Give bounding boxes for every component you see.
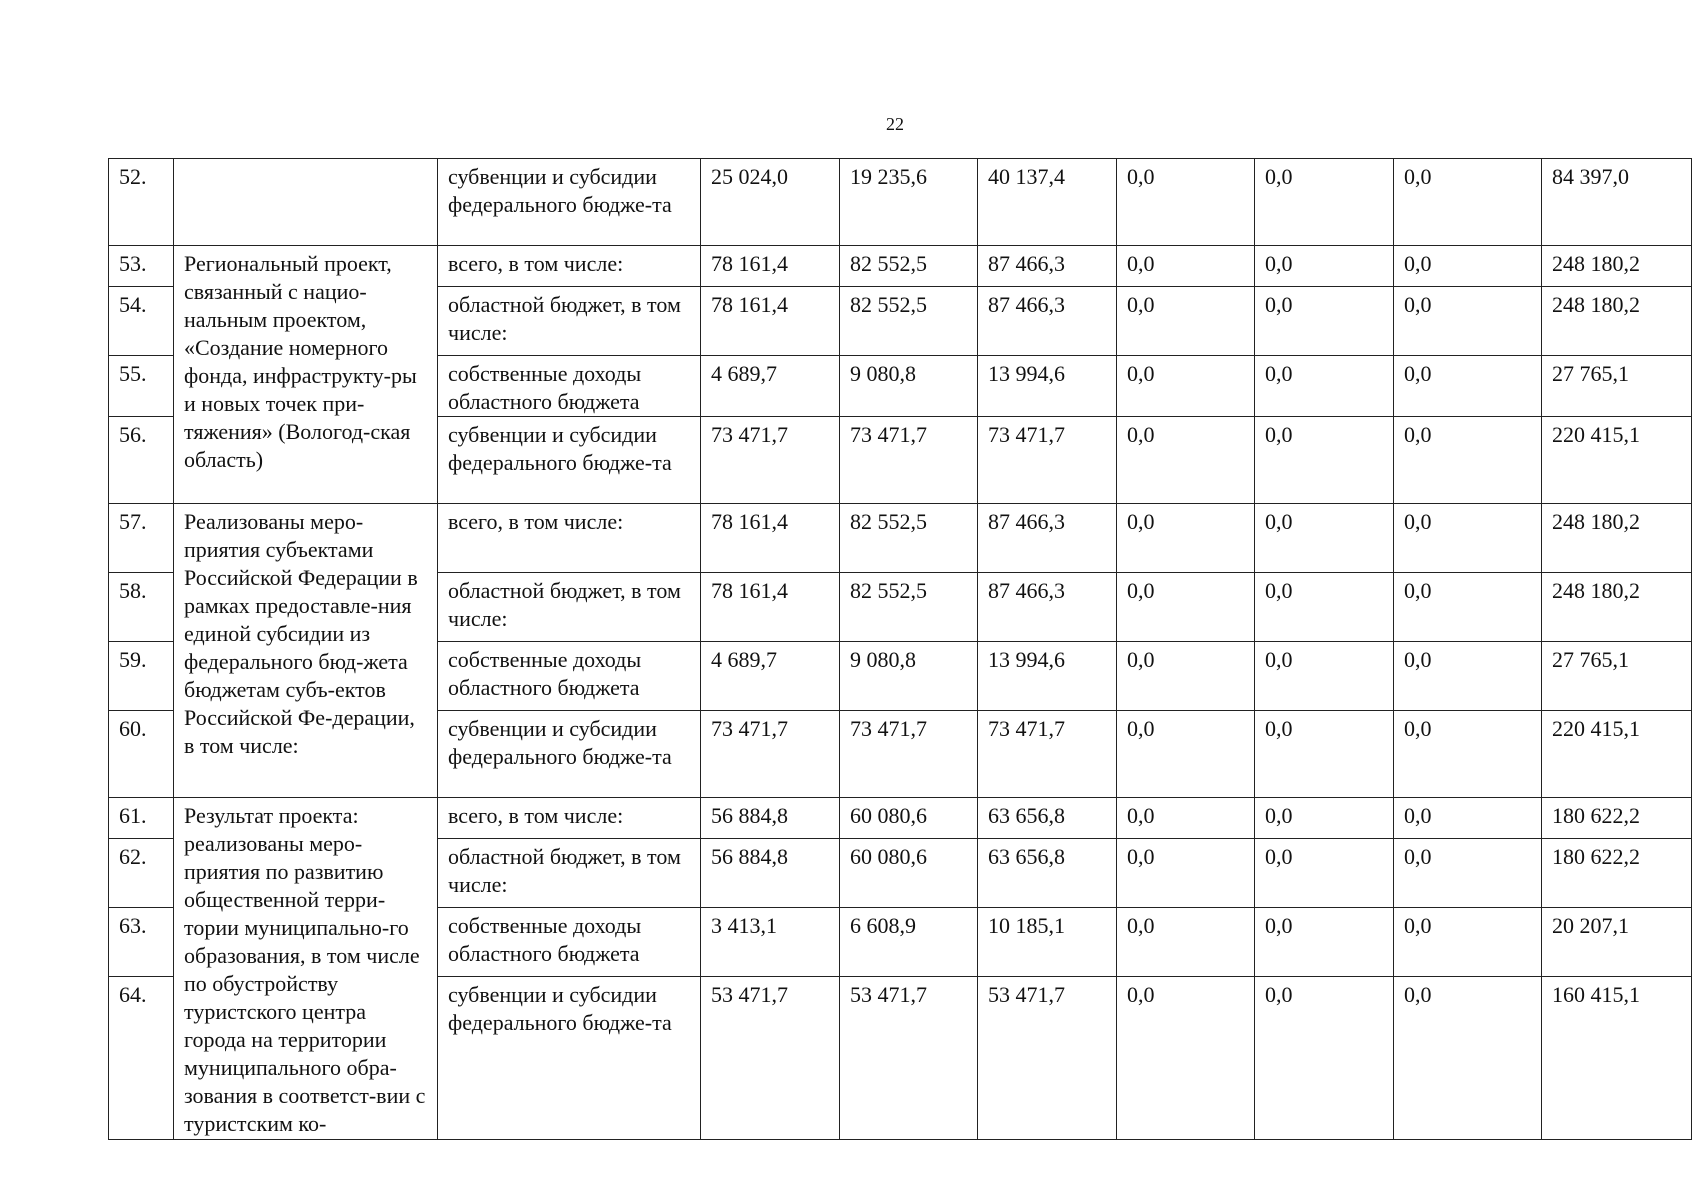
total-cell: 160 415,1 xyxy=(1542,977,1692,1140)
funding-source: собственные доходы областного бюджета xyxy=(438,642,701,711)
value-cell: 0,0 xyxy=(1117,573,1255,642)
value-cell: 0,0 xyxy=(1255,287,1394,356)
value-cell: 73 471,7 xyxy=(840,417,978,504)
value-cell: 0,0 xyxy=(1255,573,1394,642)
value-cell: 87 466,3 xyxy=(978,287,1117,356)
funding-source: областной бюджет, в том числе: xyxy=(438,287,701,356)
value-cell: 0,0 xyxy=(1394,908,1542,977)
value-cell: 82 552,5 xyxy=(840,504,978,573)
value-cell: 53 471,7 xyxy=(978,977,1117,1140)
value-cell: 53 471,7 xyxy=(840,977,978,1140)
value-cell: 0,0 xyxy=(1117,908,1255,977)
value-cell: 0,0 xyxy=(1255,159,1394,246)
funding-source: областной бюджет, в том числе: xyxy=(438,573,701,642)
value-cell: 0,0 xyxy=(1394,417,1542,504)
value-cell: 0,0 xyxy=(1255,839,1394,908)
value-cell: 13 994,6 xyxy=(978,642,1117,711)
value-cell: 56 884,8 xyxy=(701,798,840,839)
value-cell: 53 471,7 xyxy=(701,977,840,1140)
value-cell: 82 552,5 xyxy=(840,287,978,356)
row-number: 62. xyxy=(109,839,174,908)
total-cell: 220 415,1 xyxy=(1542,711,1692,798)
value-cell: 0,0 xyxy=(1255,356,1394,417)
total-cell: 27 765,1 xyxy=(1542,642,1692,711)
value-cell: 63 656,8 xyxy=(978,839,1117,908)
value-cell: 0,0 xyxy=(1117,504,1255,573)
funding-source: субвенции и субсидии федерального бюдже-та xyxy=(438,977,701,1140)
total-cell: 27 765,1 xyxy=(1542,356,1692,417)
value-cell: 0,0 xyxy=(1255,642,1394,711)
value-cell: 0,0 xyxy=(1394,287,1542,356)
value-cell: 0,0 xyxy=(1117,246,1255,287)
table-row xyxy=(109,504,1692,573)
value-cell: 4 689,7 xyxy=(701,356,840,417)
value-cell: 0,0 xyxy=(1394,839,1542,908)
value-cell: 4 689,7 xyxy=(701,642,840,711)
value-cell: 0,0 xyxy=(1255,977,1394,1140)
value-cell: 9 080,8 xyxy=(840,356,978,417)
value-cell: 3 413,1 xyxy=(701,908,840,977)
value-cell: 10 185,1 xyxy=(978,908,1117,977)
table-row xyxy=(109,159,1692,246)
value-cell: 0,0 xyxy=(1394,504,1542,573)
value-cell: 73 471,7 xyxy=(840,711,978,798)
value-cell: 60 080,6 xyxy=(840,839,978,908)
row-description: Региональный проект, связанный с нацио-нальным проектом, «Создание номерного фонда, инфраструкту-ры и новых точек при-тяжения» (Вологод-ская область) xyxy=(174,246,438,504)
row-number: 63. xyxy=(109,908,174,977)
value-cell: 0,0 xyxy=(1255,798,1394,839)
value-cell: 0,0 xyxy=(1394,159,1542,246)
value-cell: 78 161,4 xyxy=(701,573,840,642)
value-cell: 0,0 xyxy=(1117,417,1255,504)
funding-source: субвенции и субсидии федерального бюдже-та xyxy=(438,417,701,504)
table-row xyxy=(109,246,1692,287)
row-description: Реализованы меро-приятия субъектами Российской Федерации в рамках предоставле-ния единой субсидии из федерального бюд-жета бюджетам субъ-ектов Российской Фе-дерации, в том числе: xyxy=(174,504,438,798)
funding-source: областной бюджет, в том числе: xyxy=(438,839,701,908)
value-cell: 0,0 xyxy=(1394,711,1542,798)
value-cell: 73 471,7 xyxy=(978,711,1117,798)
value-cell: 0,0 xyxy=(1117,711,1255,798)
value-cell: 63 656,8 xyxy=(978,798,1117,839)
value-cell: 0,0 xyxy=(1394,642,1542,711)
row-number: 60. xyxy=(109,711,174,798)
total-cell: 248 180,2 xyxy=(1542,287,1692,356)
value-cell: 0,0 xyxy=(1117,159,1255,246)
row-number: 52. xyxy=(109,159,174,246)
row-number: 55. xyxy=(109,356,174,417)
value-cell: 13 994,6 xyxy=(978,356,1117,417)
row-number: 54. xyxy=(109,287,174,356)
value-cell: 0,0 xyxy=(1255,417,1394,504)
total-cell: 248 180,2 xyxy=(1542,504,1692,573)
total-cell: 248 180,2 xyxy=(1542,573,1692,642)
value-cell: 0,0 xyxy=(1117,798,1255,839)
value-cell: 73 471,7 xyxy=(701,711,840,798)
value-cell: 0,0 xyxy=(1255,711,1394,798)
row-description: Результат проекта: реализованы меро-приятия по развитию общественной терри-тории муниципально-го образования, в том числе по обустройству туристского центра города на территории муниципального обра-зования в соответст-вии с туристским ко- xyxy=(174,798,438,1140)
value-cell: 19 235,6 xyxy=(840,159,978,246)
value-cell: 0,0 xyxy=(1255,246,1394,287)
value-cell: 0,0 xyxy=(1117,356,1255,417)
funding-source: всего, в том числе: xyxy=(438,246,701,287)
value-cell: 73 471,7 xyxy=(701,417,840,504)
total-cell: 20 207,1 xyxy=(1542,908,1692,977)
total-cell: 180 622,2 xyxy=(1542,798,1692,839)
value-cell: 78 161,4 xyxy=(701,246,840,287)
funding-source: всего, в том числе: xyxy=(438,504,701,573)
value-cell: 0,0 xyxy=(1394,977,1542,1140)
value-cell: 6 608,9 xyxy=(840,908,978,977)
row-number: 53. xyxy=(109,246,174,287)
value-cell: 82 552,5 xyxy=(840,246,978,287)
row-number: 58. xyxy=(109,573,174,642)
value-cell: 78 161,4 xyxy=(701,504,840,573)
total-cell: 180 622,2 xyxy=(1542,839,1692,908)
row-description xyxy=(174,159,438,246)
value-cell: 0,0 xyxy=(1117,839,1255,908)
budget-table xyxy=(108,158,1692,1140)
value-cell: 25 024,0 xyxy=(701,159,840,246)
value-cell: 0,0 xyxy=(1394,798,1542,839)
value-cell: 82 552,5 xyxy=(840,573,978,642)
value-cell: 78 161,4 xyxy=(701,287,840,356)
value-cell: 0,0 xyxy=(1117,287,1255,356)
value-cell: 0,0 xyxy=(1117,642,1255,711)
funding-source: субвенции и субсидии федерального бюдже-та xyxy=(438,711,701,798)
total-cell: 248 180,2 xyxy=(1542,246,1692,287)
funding-source: собственные доходы областного бюджета xyxy=(438,908,701,977)
row-number: 56. xyxy=(109,417,174,504)
page-number: 22 xyxy=(886,114,904,134)
value-cell: 0,0 xyxy=(1117,977,1255,1140)
funding-source: субвенции и субсидии федерального бюдже-та xyxy=(438,159,701,246)
value-cell: 0,0 xyxy=(1394,246,1542,287)
value-cell: 56 884,8 xyxy=(701,839,840,908)
table-row xyxy=(109,798,1692,839)
total-cell: 220 415,1 xyxy=(1542,417,1692,504)
row-number: 59. xyxy=(109,642,174,711)
value-cell: 0,0 xyxy=(1255,504,1394,573)
row-number: 61. xyxy=(109,798,174,839)
value-cell: 60 080,6 xyxy=(840,798,978,839)
value-cell: 0,0 xyxy=(1394,573,1542,642)
value-cell: 0,0 xyxy=(1255,908,1394,977)
row-number: 57. xyxy=(109,504,174,573)
value-cell: 9 080,8 xyxy=(840,642,978,711)
value-cell: 73 471,7 xyxy=(978,417,1117,504)
value-cell: 87 466,3 xyxy=(978,573,1117,642)
value-cell: 0,0 xyxy=(1394,356,1542,417)
value-cell: 87 466,3 xyxy=(978,246,1117,287)
funding-source: всего, в том числе: xyxy=(438,798,701,839)
value-cell: 40 137,4 xyxy=(978,159,1117,246)
total-cell: 84 397,0 xyxy=(1542,159,1692,246)
row-number: 64. xyxy=(109,977,174,1140)
funding-source: собственные доходы областного бюджета xyxy=(438,356,701,417)
value-cell: 87 466,3 xyxy=(978,504,1117,573)
